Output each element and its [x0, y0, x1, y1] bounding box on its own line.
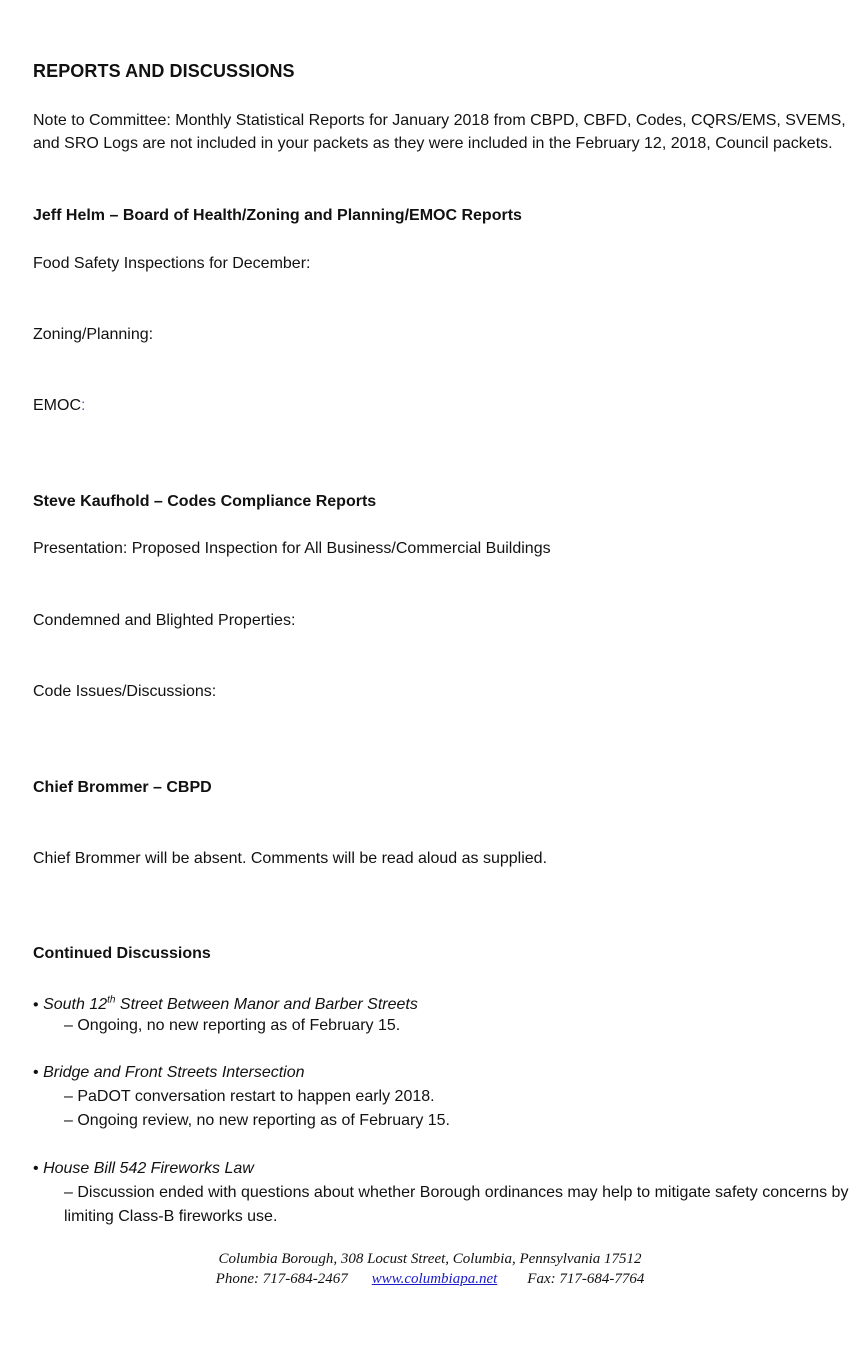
list-item: [33, 1157, 254, 1181]
emoc-text: EMOC: [33, 397, 81, 414]
emoc-colon: :: [81, 397, 86, 414]
section-title: REPORTS AND DISCUSSIONS: [33, 61, 295, 81]
committee-note: Note to Committee: Monthly Statistical Reports for January 2018 from CBPD, CBFD, Codes, CQRS/EMS, SVEMS, and SRO Logs are not included in your packets as they were included in the February 12, 2018, Council packets.: [33, 112, 846, 152]
inspection-presentation-label: Presentation: Proposed Inspection for All Business/Commercial Buildings: [33, 540, 551, 557]
list-item-note: – Ongoing review, no new reporting as of February 15.: [64, 1112, 450, 1129]
footer-phone: Phone: 717-684-2467: [215, 1271, 348, 1287]
list-item: [33, 1061, 305, 1085]
list-item-note: – PaDOT conversation restart to happen early 2018.: [64, 1088, 435, 1105]
bullet-icon: •: [33, 996, 39, 1014]
footer-address: Columbia Borough, 308 Locust Street, Columbia, Pennsylvania 17512: [218, 1251, 642, 1267]
list-item-title: House Bill 542 Fireworks Law: [43, 1160, 254, 1177]
code-issues-label: Code Issues/Discussions:: [33, 683, 217, 700]
helm-heading: Jeff Helm – Board of Health/Zoning and Planning/EMOC Reports: [33, 207, 522, 224]
footer-website-link[interactable]: www.columbiapa.net: [371, 1271, 498, 1287]
ordinal-suffix: th: [107, 995, 116, 1006]
title-text: Street Between Manor and Barber Streets: [115, 996, 418, 1014]
emoc-label: [33, 394, 85, 417]
food-safety-label: Food Safety Inspections for December:: [33, 255, 311, 272]
brommer-heading: Chief Brommer – CBPD: [33, 779, 212, 796]
list-item-title: Bridge and Front Streets Intersection: [43, 1064, 305, 1081]
brommer-note: Chief Brommer will be absent. Comments will be read aloud as supplied.: [33, 850, 548, 867]
condemned-properties-label: Condemned and Blighted Properties:: [33, 612, 296, 629]
footer-fax: Fax: 717-684-7764: [527, 1271, 645, 1287]
zoning-planning-label: Zoning/Planning:: [33, 326, 154, 343]
bullet-icon: •: [33, 1064, 39, 1081]
continued-heading: Continued Discussions: [33, 945, 211, 962]
bullet-icon: •: [33, 1160, 39, 1177]
footer-contact: [0, 1269, 860, 1289]
title-text: South 12: [43, 996, 108, 1014]
list-item-title: [43, 996, 418, 1013]
kaufhold-heading: Steve Kaufhold – Codes Compliance Reports: [33, 493, 377, 510]
list-item-note: – Ongoing, no new reporting as of February 15.: [64, 1017, 401, 1034]
list-item-note: – Discussion ended with questions about whether Borough ordinances may help to mitigate safety concerns by limiting Class-B fireworks use.: [64, 1184, 849, 1225]
